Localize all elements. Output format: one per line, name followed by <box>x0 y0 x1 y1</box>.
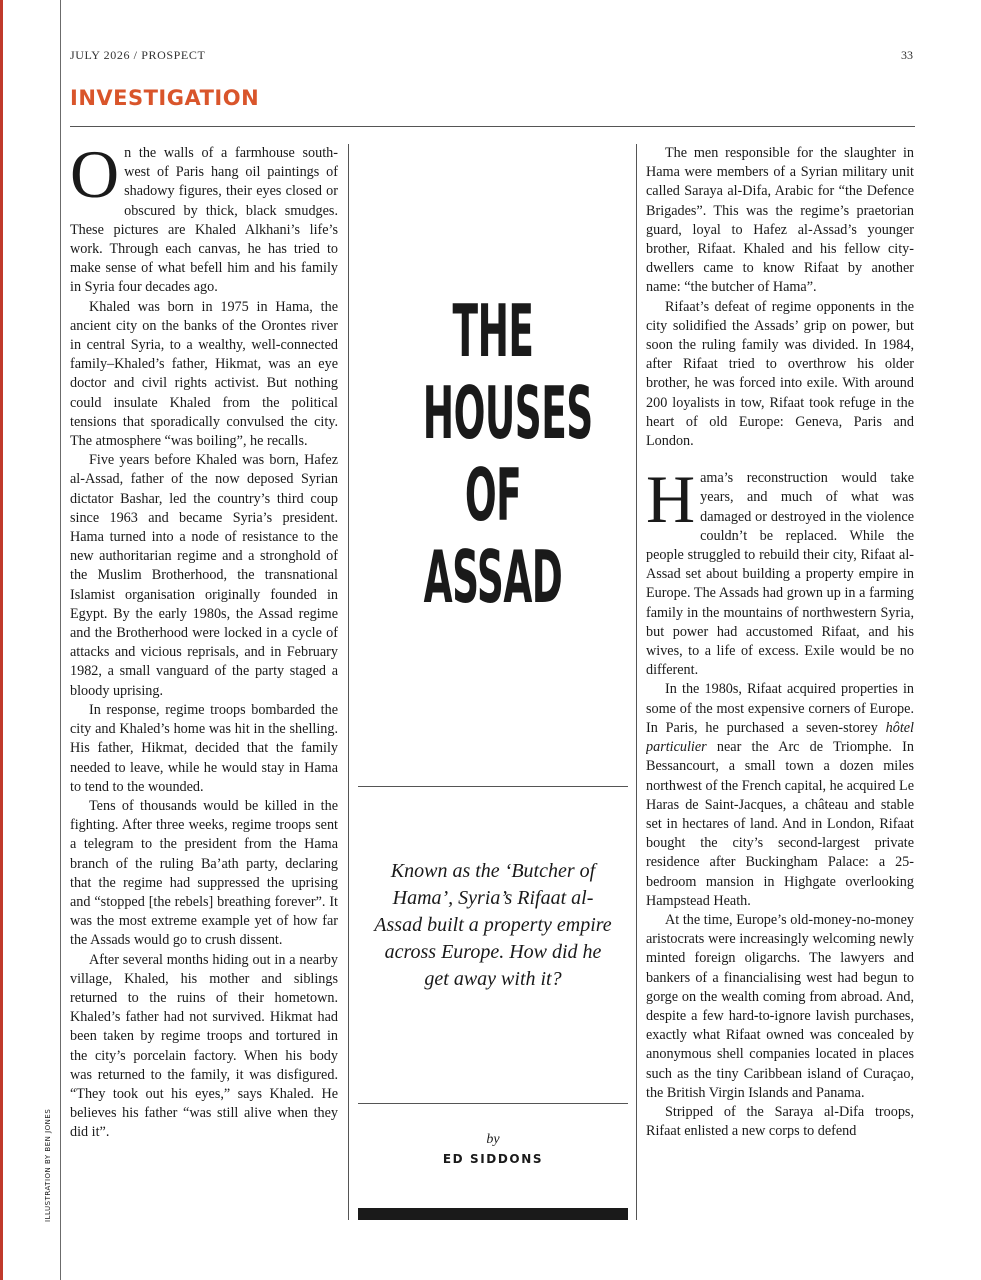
body-paragraph: Stripped of the Saraya al-Difa troops, Rifaat enlisted a new corps to defend <box>646 1103 914 1140</box>
body-paragraph: Five years before Khaled was born, Hafez al-Assad, father of the now deposed Syrian dictator Bashar, led the country’s third coup since 1963 and became Syria’s president. Hama turned into a node of resistance to the new authoritarian regime and a stronghold of the Muslim Brotherhood, the transnational Islamist organisation originally founded in Egypt. By the early 1980s, the Assad regime and the Brotherhood were locked in a cycle of attacks and vicious reprisals, and in February 1982, a small vanguard of the party staged a bloody uprising. <box>70 452 338 699</box>
body-paragraph: In the 1980s, Rifaat acquired properties in some of the most expensive corners of Europe. In Paris, he purchased a seven-storey hôtel particulier near the Arc de Triomphe. In Bessancourt, a small town a dozen miles northwest of the French capital, he acquired Le Haras de Saint-Jacques, a château and stable set in hectares of land. And in London, Rifaat bought the city’s second-largest private residence after Buckingham Palace: a 25-bedroom mansion in Highgate overlooking Hampstead Heath. <box>646 681 914 909</box>
section-lead-paragraph: Hama’s reconstruction would take years, and much of what was damaged or destroyed in the violence couldn’t be replaced. While the people struggled to rebuild their city, Rifaat al-Assad set about building a property empire in Europe. The Assads had grown up in a farming family in the mountains of northwestern Syria, but power had accustomed Rifaat, and his wives, to a life of excess. Exile would be no different. <box>646 461 914 679</box>
body-paragraph: In response, regime troops bombarded the city and Khaled’s home was hit in the shelling. His father, Hikmat, decided that the family needed to leave, while he would stay in Hama to tend to the wounded. <box>70 701 338 795</box>
standfirst-rule-bottom <box>358 1103 628 1104</box>
left-column <box>70 144 338 1224</box>
column-divider-left <box>348 144 349 1220</box>
body-paragraph: Tens of thousands would be killed in the fighting. After three weeks, regime troops sent a telegram to the president from the Hama branch of the ruling Ba’ath party, declaring that the regime had suppressed the uprising and “stopped [the rebels] breathing forever”. It was the most extreme example yet of how far the Assads would go to crush dissent. <box>70 797 338 949</box>
right-column <box>646 144 914 1224</box>
standfirst-rule-top <box>358 786 628 787</box>
body-paragraph: Khaled was born in 1975 in Hama, the ancient city on the banks of the Orontes river in central Syria, to a wealthy, well-connected family–Khaled’s father, Hikmat, was an eye doctor and civil rights activist. But nothing could insulate Khaled from the political tensions that sporadically convulsed the city. The atmosphere “was boiling”, he recalls. <box>70 298 338 450</box>
headline <box>422 289 593 619</box>
column-divider-right <box>636 144 637 1220</box>
headline-line: HOUSES OF <box>422 371 593 537</box>
page-edge-accent <box>0 0 3 1280</box>
headline-line: ASSAD <box>423 535 563 619</box>
byline-author: ED SIDDONS <box>442 1152 544 1166</box>
drop-cap: O <box>70 144 120 212</box>
italic-phrase: hôtel particulier <box>646 719 914 756</box>
headline-line: THE <box>452 289 534 373</box>
byline-by: by <box>486 1132 500 1147</box>
section-rule <box>70 126 915 127</box>
masthead: JULY 2026 / PROSPECT <box>70 48 206 62</box>
body-paragraph: At the time, Europe’s old-money-no-money aristocrats were increasingly welcoming newly minted foreign oligarchs. The lawyers and bankers of a financialising west had begun to gorge on the wealth coming from abroad. And, despite a few hard-to-ignore lavish purchases, exactly what Rifaat owned was concealed by anonymous shell companies located in places such as the tiny Caribbean island of Curaçao, the British Virgin Islands and Panama. <box>646 911 914 1101</box>
illustration-credit: ILLUSTRATION BY BEN JONES <box>44 1108 52 1222</box>
section-label: INVESTIGATION <box>70 86 260 110</box>
body-paragraph: Rifaat’s defeat of regime opponents in the city solidified the Assads’ grip on power, but soon the ruling family was divided. In 1984, after Rifaat tried to overthrow his older brother, he was forced into exile. With around 200 loyalists in tow, Rifaat took refuge in the heart of old Europe: Geneva, Paris and London. <box>646 298 914 450</box>
body-paragraph: The men responsible for the slaughter in Hama were members of a Syrian military unit called Saraya al-Difa, Arabic for “the Defence Brigades”. This was the regime’s praetorian guard, loyal to Hafez al-Assad’s younger brother, Rifaat. Khaled and his fellow city-dwellers came to know Rifaat by another name: “the butcher of Hama”. <box>646 145 914 296</box>
page-number: 33 <box>901 48 913 62</box>
standfirst: Known as the ‘Butcher of Hama’, Syria’s Rifaat al-Assad built a property empire across Europe. How did he get away with it? <box>374 860 612 990</box>
lead-paragraph: On the walls of a farmhouse south-west of Paris hang oil paintings of shadowy figures, their eyes closed or obscured by thick, black smudges. These pictures are Khaled Alkhani’s life’s work. Through each canvas, he has tried to make sense of what befell him and his family in Syria four decades ago. <box>70 144 338 296</box>
body-paragraph: After several months hiding out in a nearby village, Khaled, his mother and siblings returned to the ruins of their hometown. Khaled’s father had not survived. Hikmat had been taken by regime troops and tortured in the city’s porcelain factory. When his body was returned to the family, it was disfigured. “They took out his eyes,” says Khaled. He believes his father “was still alive when they did it”. <box>70 951 338 1141</box>
drop-cap: H <box>646 461 696 538</box>
page-border <box>60 0 61 1280</box>
decorative-bar <box>358 1208 628 1220</box>
